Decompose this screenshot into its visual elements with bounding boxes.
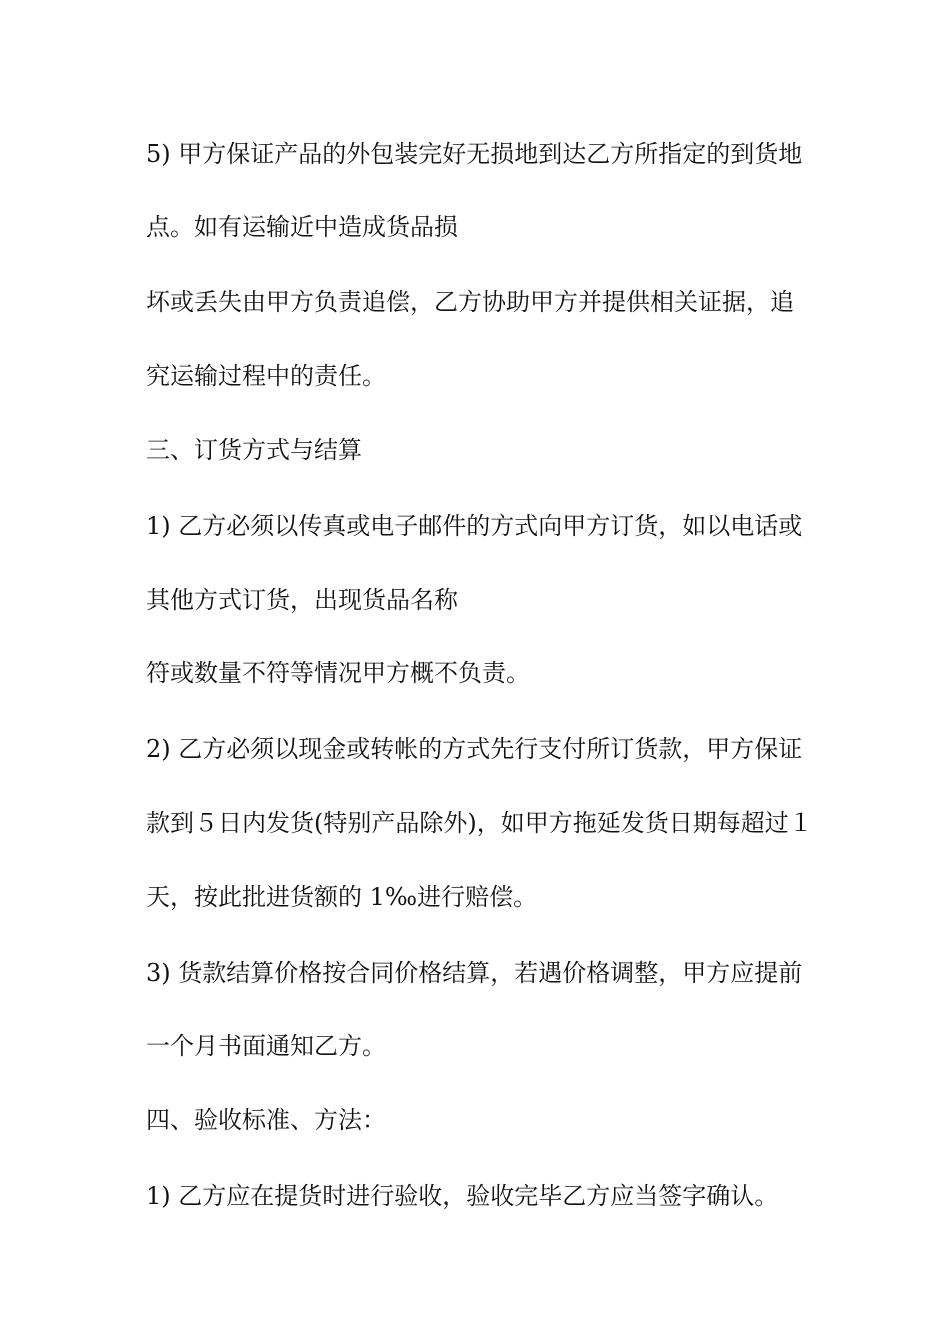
section-heading: 三、订货方式与结算: [146, 436, 362, 464]
text-line: 一个月书面通知乙方。: [146, 1032, 386, 1060]
text-line: 符或数量不符等情况甲方概不负责。: [146, 659, 530, 687]
text-line: 2) 乙方必须以现金或转帐的方式先行支付所订货款，甲方保证: [146, 735, 803, 763]
text-line: 1) 乙方必须以传真或电子邮件的方式向甲方订货，如以电话或: [146, 512, 803, 540]
text-line: 3) 货款结算价格按合同价格结算，若遇价格调整，甲方应提前: [146, 959, 803, 987]
text-line: 天，按此批进货额的 1‰进行赔偿。: [146, 883, 538, 911]
text-line: 1) 乙方应在提货时进行验收，验收完毕乙方应当签字确认。: [146, 1182, 779, 1210]
text-line: 点。如有运输近中造成货品损: [146, 213, 458, 241]
text-line: 其他方式订货，出现货品名称: [146, 586, 458, 614]
text-line: 坏或丢失由甲方负责追偿，乙方协助甲方并提供相关证据，追: [146, 288, 794, 316]
section-heading: 四、验收标准、方法：: [146, 1106, 386, 1134]
text-line: 5) 甲方保证产品的外包装完好无损地到达乙方所指定的到货地: [146, 140, 803, 168]
text-line: 究运输过程中的责任。: [146, 362, 386, 390]
text-line: 款到５日内发货(特别产品除外)，如甲方拖延发货日期每超过１: [146, 809, 813, 837]
